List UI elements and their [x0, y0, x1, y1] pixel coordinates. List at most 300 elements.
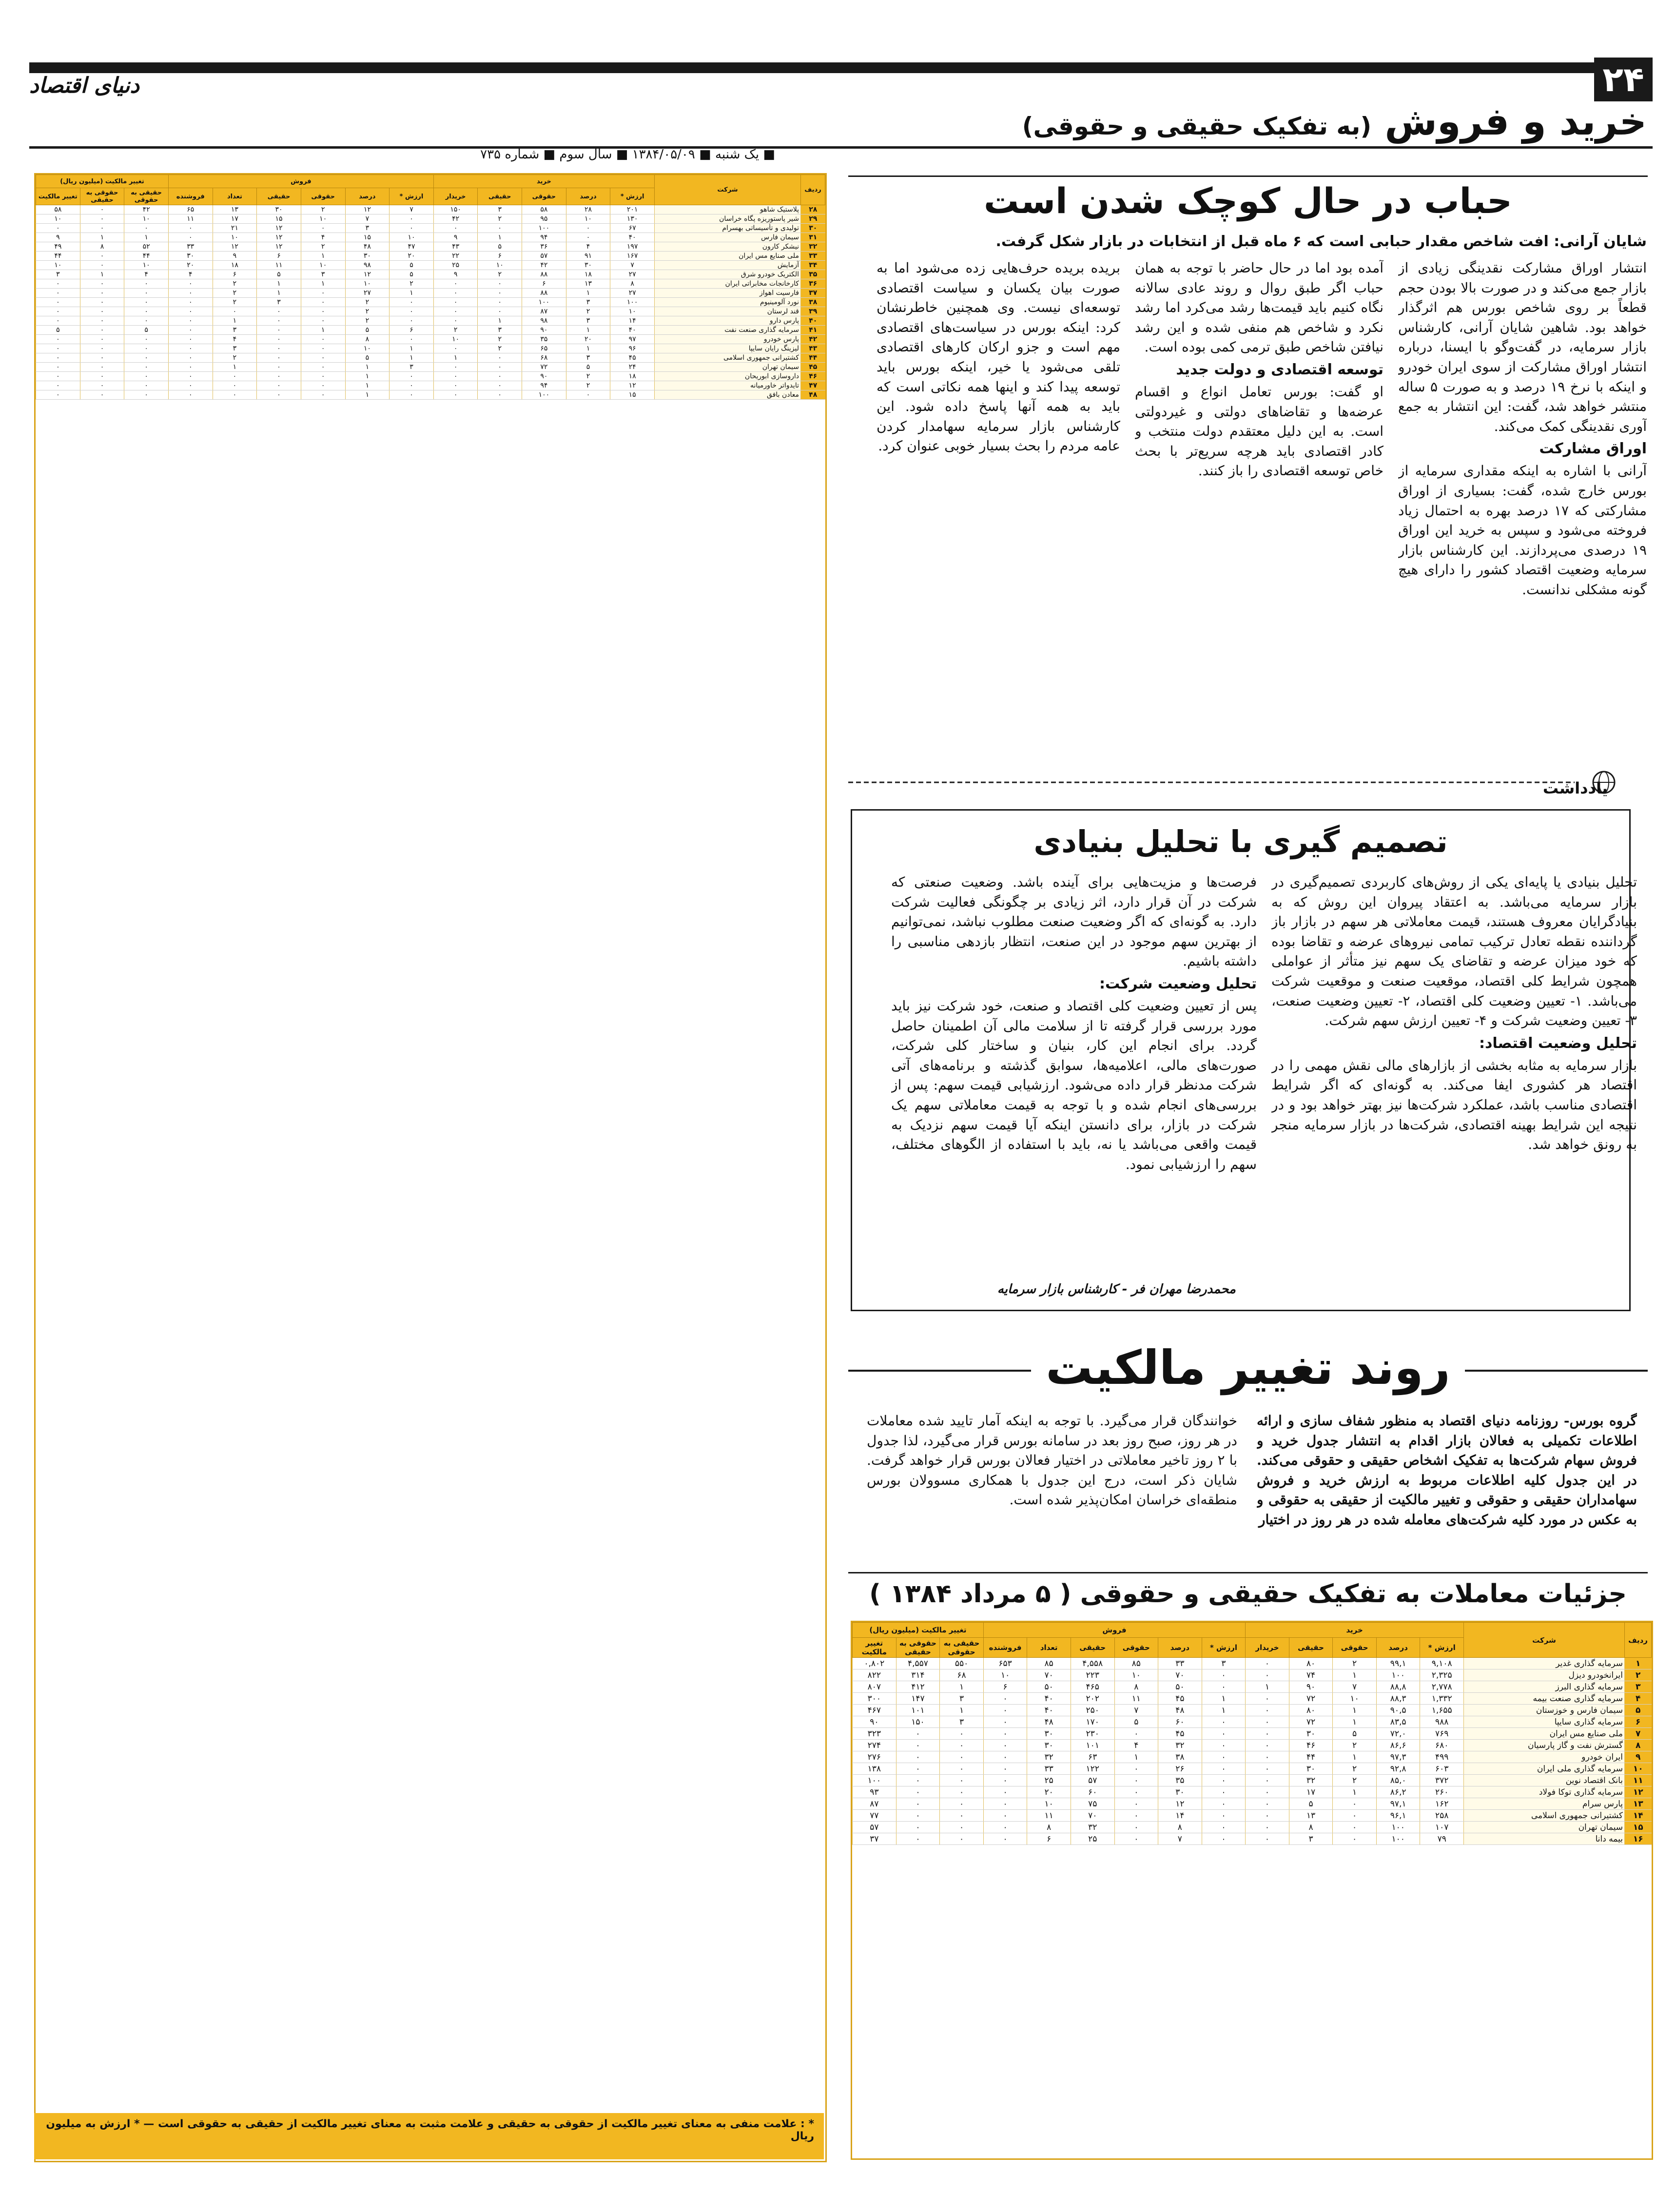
table-cell: ۰: [124, 344, 169, 353]
table-cell: ۰: [36, 372, 80, 381]
article3-column-left: خوانندگان قرار می‌گیرد. با توجه به اینکه آمار تایید شده معاملات در هر روز، صبح روز بعد در سامانه بورس قرار می‌گیرد، لذا جدول با ۲ روز تاخیر معاملاتی در اختیار فعالان بورس قرار خواهد گرفت. شایان ذکر است، درج این جدول با همکاری مسوولان بورس منطقه‌ای خراسان امکان‌پذیر شده است.: [867, 1413, 1237, 1508]
table-cell: ۳۰: [1027, 1728, 1071, 1740]
table-cell: ۰: [940, 1822, 984, 1833]
table-cell: ۴۳: [433, 242, 478, 252]
table-cell: ۱۵: [345, 233, 390, 242]
table-cell: ۰: [1202, 1810, 1246, 1822]
table-row: [853, 1669, 1652, 1681]
table-cell: ۰: [301, 344, 345, 353]
table-cell: ۵۷: [1071, 1775, 1114, 1786]
table-cell: ۰: [1246, 1705, 1289, 1716]
table-row: [36, 224, 825, 233]
table-cell: ۳: [566, 353, 610, 363]
table-cell: ۸۲۲: [853, 1669, 896, 1681]
table-cell: ۰: [80, 205, 124, 214]
table-cell: ۰: [80, 326, 124, 335]
table-cell: ۱: [301, 279, 345, 289]
table-cell: ۸۸,۳: [1376, 1693, 1420, 1705]
table-cell: ۱۰: [390, 233, 434, 242]
table-cell: ۸۳,۵: [1376, 1716, 1420, 1728]
table-cell: ۰: [257, 344, 301, 353]
table2-body: [853, 1658, 1652, 1845]
table-cell: ۹۴: [522, 381, 566, 390]
table-row: [853, 1681, 1652, 1693]
table-cell: ۲۳۰: [1071, 1728, 1114, 1740]
table-cell: ۱۲: [345, 205, 390, 214]
table-cell: ۰: [478, 279, 522, 289]
table-cell: ۸۰: [1289, 1658, 1333, 1669]
table-cell: ۵: [478, 242, 522, 252]
table-cell: ۷۴: [1289, 1669, 1333, 1681]
table-cell: ۸۷: [853, 1798, 896, 1810]
company-name: نورد آلومینیوم: [655, 298, 801, 307]
table-cell: ۰: [478, 298, 522, 307]
table-cell: ۰: [1114, 1810, 1158, 1822]
table-cell: ۹,۱۰۸: [1420, 1658, 1464, 1669]
table-cell: ۴۵: [610, 353, 655, 363]
table-cell: ۷۲: [522, 363, 566, 372]
table-row: [36, 205, 825, 214]
t2-col-row: ردیف: [1625, 1623, 1652, 1658]
company-name: گسترش نفت و گاز پارسیان: [1464, 1740, 1625, 1751]
table-cell: ۶۰: [1158, 1716, 1202, 1728]
table-row: [36, 233, 825, 242]
table-cell: ۲: [1333, 1775, 1377, 1786]
table-cell: ۷۲,۰: [1376, 1728, 1420, 1740]
table-cell: ۵: [566, 363, 610, 372]
table-cell: ۰: [433, 372, 478, 381]
table-cell: ۳: [36, 270, 80, 279]
table-cell: ۲۰: [168, 261, 213, 270]
row-number: ۴۱: [801, 326, 825, 335]
table-cell: ۰: [1202, 1798, 1246, 1810]
table-cell: ۰: [390, 381, 434, 390]
table-cell: ۹: [213, 252, 257, 261]
table-cell: ۱: [213, 316, 257, 326]
article1-col1-text-b: آرانی با اشاره به اینکه مقداری سرمایه از بورس خارج شده، گفت: بسیاری از اوراق مشارکتی که ۱۷ درصد بهره به احتمال زیاد فروخته می‌شود و سپس به خرید این اوراق ۱۹ درصدی می‌پردازند. این کارشناس بازار سرمایه وضعیت اقتصاد کشور را دارای هیچ گونه مشکلی ندانست.: [1398, 463, 1647, 598]
table-cell: ۸۰: [1289, 1705, 1333, 1716]
table-cell: ۸: [1114, 1681, 1158, 1693]
table-cell: ۶۳: [1071, 1751, 1114, 1763]
table-cell: ۱۰: [983, 1669, 1027, 1681]
note-band-graphic: [848, 770, 1628, 795]
main-table: [36, 175, 825, 400]
t2-group-buy: خرید: [1246, 1623, 1464, 1638]
row-number: ۱۶: [1625, 1833, 1652, 1845]
table-cell: ۹۸: [522, 316, 566, 326]
table-cell: ۰: [257, 353, 301, 363]
note-col-right-text: تحلیل بنیادی یا پایه‌ای یکی از روش‌های کاربردی تصمیم‌گیری در بازار سرمایه می‌باشد. به اعتقاد پیروان این روش که به بنیادگرایان معروف هستند، قیمت معاملاتی هر سهم در بازار باز گرداننده نقطه تعادل ترکیب تمامی نیروهای عرضه و تقاضا بوده که خود میزان عرضه و تقاضای یک سهم نیز متأثر از عواملی همچون شرایط کلی اقتصاد، موقعیت صنعت و موقعیت شرکت می‌باشد. ۱- تعیین وضعیت کلی اقتصاد، ۲- تعیین وضعیت صنعت، ۳- تعیین وضعیت شرکت و ۴- تعیین ارزش سهم شرکت.: [1271, 874, 1637, 1029]
table-cell: ۰: [80, 344, 124, 353]
table-cell: ۴: [301, 233, 345, 242]
table-cell: ۱: [301, 326, 345, 335]
table-cell: ۱۸: [610, 372, 655, 381]
table-cell: ۳: [1202, 1658, 1246, 1669]
table-cell: ۳۲۳: [853, 1728, 896, 1740]
table-cell: ۵۰: [1158, 1681, 1202, 1693]
table-cell: ۹۹,۱: [1376, 1658, 1420, 1669]
table-cell: ۰: [390, 224, 434, 233]
article3-title-text: روند تغییر مالکیت: [1031, 1340, 1465, 1395]
table-cell: ۱: [940, 1705, 984, 1716]
table-cell: ۰: [257, 335, 301, 344]
table-cell: ۱: [1114, 1751, 1158, 1763]
table-cell: ۲: [345, 316, 390, 326]
table-cell: ۱۶۷: [610, 252, 655, 261]
table-cell: ۶۵: [522, 344, 566, 353]
table-cell: ۳: [566, 316, 610, 326]
table-cell: ۹۰,۵: [1376, 1705, 1420, 1716]
table-cell: ۲: [478, 270, 522, 279]
table-cell: ۰: [80, 316, 124, 326]
table-cell: ۱: [1333, 1786, 1377, 1798]
table-cell: ۸۸: [522, 270, 566, 279]
table-cell: ۱۰: [36, 261, 80, 270]
table-cell: ۱: [566, 326, 610, 335]
row-number: ۴۴: [801, 353, 825, 363]
table-cell: ۱۴۷: [896, 1693, 940, 1705]
table-cell: ۰: [983, 1763, 1027, 1775]
table-cell: ۳۰: [257, 205, 301, 214]
table-cell: ۰: [168, 372, 213, 381]
table-cell: ۴,۵۵۸: [1071, 1658, 1114, 1669]
table-cell: ۰: [940, 1810, 984, 1822]
table-cell: ۱۰: [301, 261, 345, 270]
table-cell: ۷۹: [1420, 1833, 1464, 1845]
sub-buyers: خریدار: [433, 188, 478, 205]
table-cell: ۰: [940, 1775, 984, 1786]
table-cell: ۵: [1114, 1716, 1158, 1728]
table-cell: ۱: [345, 381, 390, 390]
table-cell: ۱,۳۳۲: [1420, 1693, 1464, 1705]
table-cell: ۰: [301, 372, 345, 381]
table-cell: ۶۰۳: [1420, 1763, 1464, 1775]
table-cell: ۲۷: [345, 289, 390, 298]
company-name: لیزینگ رایان سایپا: [655, 344, 801, 353]
article1-top-rule: [848, 175, 1648, 177]
table-row: [853, 1822, 1652, 1833]
table-cell: ۳۵: [522, 335, 566, 344]
table-cell: ۰: [478, 372, 522, 381]
table-row: [36, 390, 825, 400]
table-cell: ۸: [80, 242, 124, 252]
table-cell: ۵: [390, 261, 434, 270]
table-cell: ۰: [1246, 1716, 1289, 1728]
table-cell: ۰: [1246, 1822, 1289, 1833]
table-cell: ۰: [301, 298, 345, 307]
row-number: ۱۲: [1625, 1786, 1652, 1798]
article1-col2-text-b: او گفت: بورس تعامل انواع و اقسام عرضه‌ها و تقاضاهای دولتی و غیردولتی است. به این دلیل معتقدم دولت منتخب و کادر اقتصادی باید هرچه سریع‌تر با بحث خاص توسعه اقتصادی را باز کنند.: [1135, 383, 1384, 479]
table-cell: ۹۳: [853, 1786, 896, 1798]
table-cell: ۱: [345, 372, 390, 381]
table-cell: ۰: [301, 363, 345, 372]
table-cell: ۹۱: [566, 252, 610, 261]
table-cell: ۰: [301, 307, 345, 316]
table-row: [853, 1728, 1652, 1740]
table-cell: ۰: [36, 390, 80, 400]
table-cell: ۰: [168, 298, 213, 307]
table-cell: ۷۰: [1027, 1669, 1071, 1681]
table-cell: ۱۹۷: [610, 242, 655, 252]
table-cell: ۱: [940, 1681, 984, 1693]
table-cell: ۱۲: [345, 270, 390, 279]
table-cell: ۳۳: [1027, 1763, 1071, 1775]
sub-value: ارزش *: [610, 188, 655, 205]
table-cell: ۲۷۴: [853, 1740, 896, 1751]
table-cell: ۰: [1246, 1751, 1289, 1763]
table-cell: ۲: [301, 242, 345, 252]
company-name: ملی صنایع مس ایران: [655, 252, 801, 261]
table-cell: ۰: [478, 390, 522, 400]
table-cell: ۲۰: [390, 252, 434, 261]
table-cell: ۶: [478, 252, 522, 261]
table-cell: ۰: [1246, 1693, 1289, 1705]
table-cell: ۰: [983, 1740, 1027, 1751]
table-cell: ۸: [1027, 1822, 1071, 1833]
table-cell: ۰: [168, 390, 213, 400]
table-cell: ۲: [433, 326, 478, 335]
table-cell: ۰: [36, 316, 80, 326]
table-cell: ۲۵: [1071, 1833, 1114, 1845]
col-row: ردیف: [801, 175, 825, 205]
table-cell: ۳: [213, 326, 257, 335]
row-number: ۴۳: [801, 344, 825, 353]
table-cell: ۱۰۰: [610, 298, 655, 307]
row-number: ۷: [1625, 1728, 1652, 1740]
table-cell: ۰: [940, 1728, 984, 1740]
table-cell: ۱۰۰: [1376, 1669, 1420, 1681]
table-cell: ۰: [301, 381, 345, 390]
row-number: ۱۴: [1625, 1810, 1652, 1822]
table-cell: ۸۵: [1027, 1658, 1071, 1669]
table-cell: ۰: [80, 335, 124, 344]
table-cell: ۰: [478, 381, 522, 390]
group-change: تغییر مالکیت (میلیون ریال): [36, 175, 169, 188]
table-cell: ۰: [896, 1786, 940, 1798]
table-cell: ۸۸: [522, 289, 566, 298]
table-cell: ۱۵۰: [433, 205, 478, 214]
table-cell: ۱۲۲: [1071, 1763, 1114, 1775]
table-cell: ۳۰: [566, 261, 610, 270]
table-cell: ۰: [1246, 1740, 1289, 1751]
note-col-right-heading: تحلیل وضعیت اقتصاد:: [1479, 1034, 1637, 1052]
table-cell: ۱۲: [213, 242, 257, 252]
table-cell: ۷۰: [1158, 1669, 1202, 1681]
group-sell: فروش: [168, 175, 433, 188]
table-cell: ۰: [433, 224, 478, 233]
details-table: [851, 1621, 1653, 2160]
table-cell: ۲: [213, 279, 257, 289]
table-cell: ۰: [213, 390, 257, 400]
table-cell: ۷: [390, 205, 434, 214]
table-row: [36, 372, 825, 381]
table-cell: ۰: [168, 381, 213, 390]
sub-count: تعداد: [213, 188, 257, 205]
table-cell: ۴۲: [124, 205, 169, 214]
note-band: [848, 770, 1628, 795]
table-cell: ۳۶: [522, 242, 566, 252]
table-cell: ۱: [80, 270, 124, 279]
table-cell: ۱: [566, 289, 610, 298]
table-cell: ۰: [1114, 1775, 1158, 1786]
row-number: ۲۹: [801, 214, 825, 224]
table-cell: ۰: [940, 1763, 984, 1775]
row-number: ۳۱: [801, 233, 825, 242]
main-table-body: [36, 205, 825, 400]
table-cell: ۱۳۸: [853, 1763, 896, 1775]
table-cell: ۰: [1246, 1786, 1289, 1798]
t2-col-company: شرکت: [1464, 1623, 1625, 1658]
row-number: ۳۹: [801, 307, 825, 316]
company-name: سرمایه گذاری ملی ایران: [1464, 1763, 1625, 1775]
row-number: ۳۷: [801, 289, 825, 298]
company-name: کارخانجات مخابراتی ایران: [655, 279, 801, 289]
article3-column-right: گروه بورس- روزنامه دنیای اقتصاد به منظور شفاف سازی و ارائه اطلاعات تکمیلی به فعالان بازار اقدام به انتشار جدول خرید و فروش سهام شرکت‌ها به تفکیک اشخاص حقیقی و حقوقی می‌کند. در این جدول کلیه اطلاعات مربوط به ارزش خرید و فروش سهامداران حقیقی و حقوقی و تغییر مالکیت از حقیقی به حقوقی و به عکس در مورد کلیه شرکت‌های معامله شده در هر روز در اختیار: [1257, 1413, 1637, 1528]
t2-group-change: تغییر مالکیت (میلیون ریال): [853, 1623, 984, 1638]
company-name: معادن بافق: [655, 390, 801, 400]
sub-legal: حقوقی: [522, 188, 566, 205]
table-cell: ۰: [896, 1775, 940, 1786]
table-cell: ۱۰۷: [1420, 1822, 1464, 1833]
article1-title: حباب در حال کوچک شدن است: [984, 180, 1512, 221]
table-cell: ۹۰: [853, 1716, 896, 1728]
table-cell: ۱۶۲: [1420, 1798, 1464, 1810]
row-number: ۳۳: [801, 252, 825, 261]
table-cell: ۱۰: [36, 214, 80, 224]
table-cell: ۰: [983, 1786, 1027, 1798]
company-name: فارسیت اهواز: [655, 289, 801, 298]
table-cell: ۱: [257, 279, 301, 289]
row-number: ۴۷: [801, 381, 825, 390]
table-cell: ۴۰: [610, 233, 655, 242]
table-cell: ۵: [345, 353, 390, 363]
table-cell: ۰: [168, 335, 213, 344]
row-number: ۲: [1625, 1669, 1652, 1681]
table-cell: ۱۰: [1114, 1669, 1158, 1681]
table-cell: ۱: [257, 289, 301, 298]
table-cell: ۹۷,۳: [1376, 1751, 1420, 1763]
table-cell: ۶۸: [522, 353, 566, 363]
t2-sub-legal: حقوقی: [1333, 1638, 1377, 1658]
table-cell: ۳۰: [1158, 1786, 1202, 1798]
row-number: ۱۱: [1625, 1775, 1652, 1786]
sub-change3: تغییر مالکیت: [36, 188, 80, 205]
company-name: سرمایه گذاری غدیر: [1464, 1658, 1625, 1669]
table-cell: ۴۴: [124, 252, 169, 261]
table-cell: ۷: [1333, 1681, 1377, 1693]
t2-group-sell: فروش: [983, 1623, 1245, 1638]
table-cell: ۱: [390, 353, 434, 363]
table-cell: ۹: [36, 233, 80, 242]
company-name: تولیدی و تأسیساتی بهسرام: [655, 224, 801, 233]
article1-column-1: [1398, 258, 1647, 770]
table-cell: ۰: [390, 298, 434, 307]
table-row: [853, 1693, 1652, 1705]
table-cell: ۲: [566, 381, 610, 390]
table-cell: ۰: [1202, 1763, 1246, 1775]
table-cell: ۴۸: [345, 242, 390, 252]
table-cell: ۰: [168, 233, 213, 242]
table-cell: ۰: [390, 372, 434, 381]
table-cell: ۷۷: [853, 1810, 896, 1822]
table-row: [853, 1740, 1652, 1751]
table-cell: ۴,۵۵۷: [896, 1658, 940, 1669]
table-row: [36, 381, 825, 390]
table-cell: ۷۲: [1289, 1716, 1333, 1728]
note-col-right-text-b: بازار سرمایه به مثابه بخشی از بازارهای مالی نقش مهمی را در اقتصاد هر کشوری ایفا می‌کند. به گونه‌ای که اگر شرایط اقتصادی مناسب باشد، عملکرد شرکت‌ها نیز بهتر خواهد بود و در نتیجه این شرایط بهینه اقتصادی، شرکت‌ها در بازار سرمایه منجر به رونق خواهد شد.: [1271, 1057, 1637, 1153]
row-number: ۴۵: [801, 363, 825, 372]
table-cell: ۴۰: [1027, 1693, 1071, 1705]
company-name: سیمان تهران: [655, 363, 801, 372]
table-cell: ۱: [345, 363, 390, 372]
table-cell: ۰: [1246, 1728, 1289, 1740]
table-row: [853, 1751, 1652, 1763]
table-cell: ۲۷: [610, 289, 655, 298]
table-cell: ۲۵۸: [1420, 1810, 1464, 1822]
table-cell: ۵: [124, 326, 169, 335]
table-cell: ۳: [257, 298, 301, 307]
table-cell: ۰: [124, 335, 169, 344]
table2-rule: [848, 1572, 1648, 1573]
table-cell: ۰: [1114, 1786, 1158, 1798]
company-name: شیر پاستوریزه پگاه خراسان: [655, 214, 801, 224]
company-name: آزمایش: [655, 261, 801, 270]
table-cell: ۰: [983, 1798, 1027, 1810]
table-row: [36, 298, 825, 307]
table-cell: ۷۶۹: [1420, 1728, 1464, 1740]
company-name: پلاستیک شاهو: [655, 205, 801, 214]
t2-sub-change3: تغییر مالکیت: [853, 1638, 896, 1658]
table-cell: ۰: [1114, 1833, 1158, 1845]
table-cell: ۹۴: [522, 233, 566, 242]
table-cell: ۰: [1333, 1798, 1377, 1810]
table-cell: ۰: [896, 1763, 940, 1775]
table-cell: ۹۰: [522, 372, 566, 381]
company-name: داروسازی ابوریحان: [655, 372, 801, 381]
table-cell: ۲۸: [566, 205, 610, 214]
table-cell: ۳: [566, 298, 610, 307]
table-cell: ۱: [478, 316, 522, 326]
company-name: سرمایه گذاری صنعت بیمه: [1464, 1693, 1625, 1705]
table-cell: ۹۰: [1289, 1681, 1333, 1693]
table-cell: ۳۲: [1158, 1740, 1202, 1751]
table-cell: ۳۵: [1158, 1775, 1202, 1786]
table-cell: ۰: [1246, 1658, 1289, 1669]
table-cell: ۰: [940, 1833, 984, 1845]
table-cell: ۰: [433, 363, 478, 372]
table-cell: ۰: [80, 372, 124, 381]
table-cell: ۵۸: [522, 205, 566, 214]
t2-sub-percent: درصد: [1376, 1638, 1420, 1658]
table-cell: ۰: [983, 1775, 1027, 1786]
table-cell: ۰: [390, 335, 434, 344]
row-number: ۴۶: [801, 372, 825, 381]
table-cell: ۲۷۶: [853, 1751, 896, 1763]
table-cell: ۵۷: [853, 1822, 896, 1833]
table-cell: ۰: [257, 316, 301, 326]
table-cell: ۳۸: [1158, 1751, 1202, 1763]
table-cell: ۰: [1333, 1833, 1377, 1845]
table-cell: ۴۵: [1158, 1728, 1202, 1740]
company-name: بانک اقتصاد نوین: [1464, 1775, 1625, 1786]
table-cell: ۲: [213, 298, 257, 307]
table-cell: ۰: [1333, 1810, 1377, 1822]
table-cell: ۹۸: [345, 261, 390, 270]
table-cell: ۱۲: [257, 224, 301, 233]
table-cell: ۱۰: [213, 233, 257, 242]
table-cell: ۲۴: [610, 363, 655, 372]
table-cell: ۴۰: [610, 326, 655, 335]
